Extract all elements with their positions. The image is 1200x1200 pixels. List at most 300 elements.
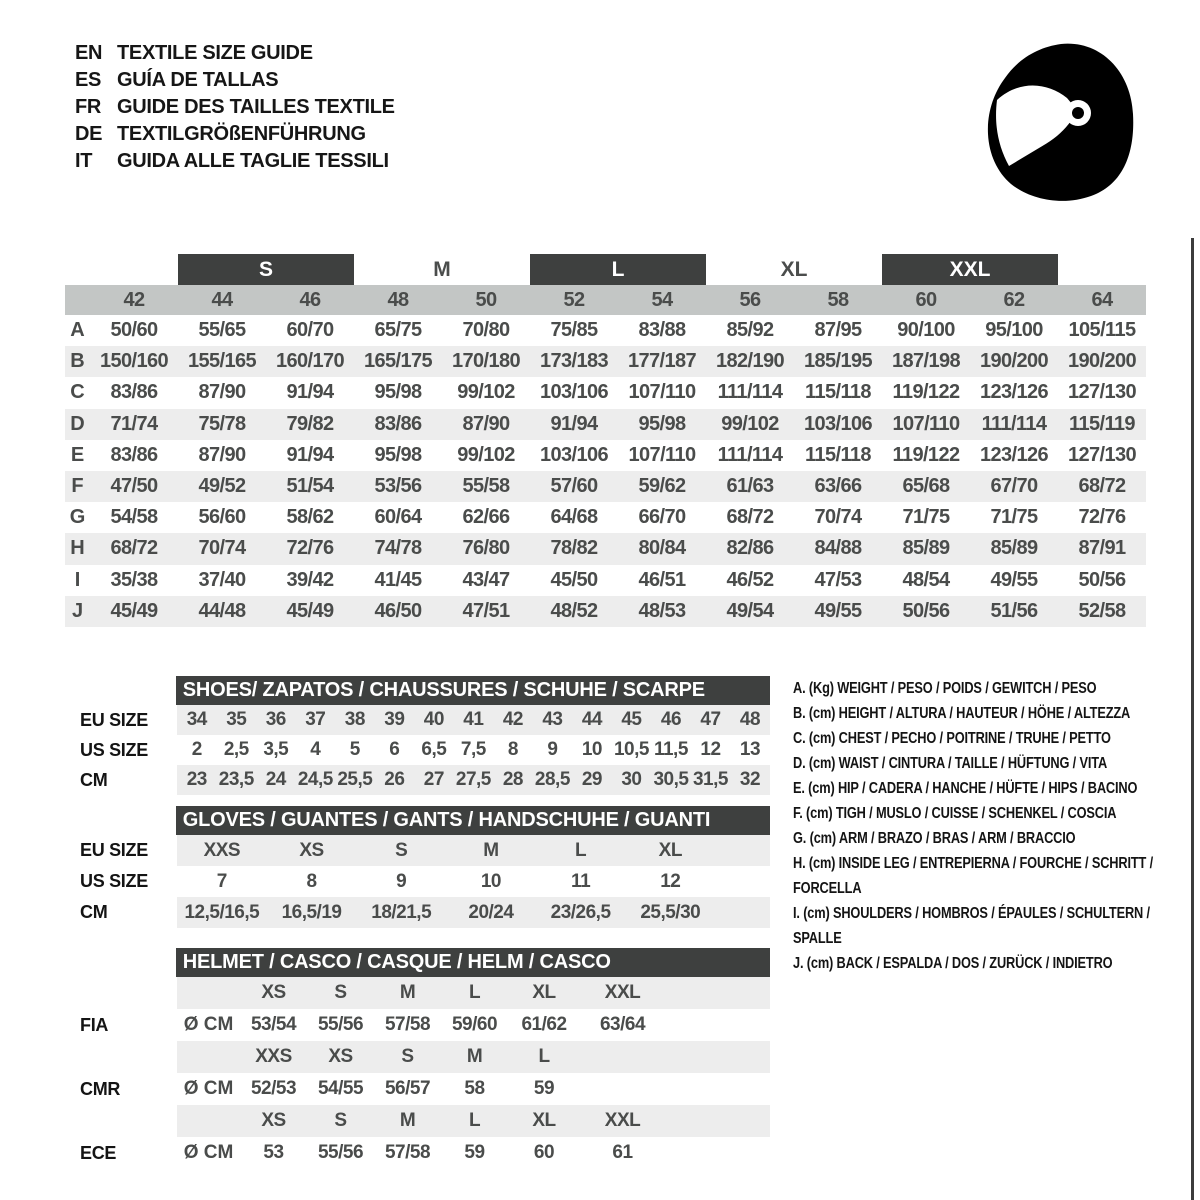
row-label: CM [80,769,108,790]
row-cells [90,502,1146,533]
glove-size-cell: S [395,839,408,861]
measurement-cell: 95/98 [374,443,422,466]
measurement-cell: 48/54 [902,568,950,591]
glove-size-cell: 7 [216,870,227,892]
gloves-size-table [65,806,770,928]
measurement-cell: 71/74 [110,412,158,435]
measurement-cell: 45/50 [550,568,598,591]
shoes-size-table [65,676,770,795]
glove-size-cell: 10 [480,870,501,892]
measurement-cell: 83/86 [374,412,422,435]
glove-size-cell: 12 [660,870,681,892]
measurement-cell: 190/200 [1067,350,1137,373]
glove-size-cell: L [575,839,587,861]
helmet-size-value: 55/56 [317,1014,364,1035]
measurement-cell: 41/45 [374,568,422,591]
shoe-size-cell: 3,5 [263,739,289,760]
guide-title: GUIDA ALLE TAGLIE TESSILI [117,150,389,172]
row-cells [90,565,1146,596]
shoe-size-cell: 42 [502,709,523,730]
shoe-size-cell: 44 [581,709,602,730]
helmet-size-label: M [466,1046,483,1067]
helmet-size-table [65,948,770,1169]
helmet-size-value: 56/57 [384,1078,431,1099]
measurement-cell: 71/75 [990,506,1038,529]
table-row [65,377,1146,408]
measurement-cell: 123/126 [979,443,1049,466]
measurement-cell: 75/85 [550,319,598,342]
row-label: EU SIZE [80,709,148,730]
row-cells [90,409,1146,440]
textile-size-table [65,254,1146,627]
glove-size-cell: M [483,839,499,861]
table-row [65,315,1146,346]
helmet-sizes-row [65,1041,770,1073]
gloves-row [65,866,770,897]
measurement-cell: 87/90 [198,443,246,466]
measurement-cell: 72/76 [286,537,334,560]
shoe-size-cell: 47 [700,709,721,730]
language-title-row [75,148,395,175]
shoe-size-cell: 39 [384,709,405,730]
measurement-cell: 160/170 [275,350,345,373]
helmet-size-label: XXL [604,982,641,1003]
helmet-size-label: M [399,982,416,1003]
measurement-cell: 68/72 [726,506,774,529]
measurement-cell: 45/49 [286,599,334,622]
measurement-cell: 64/68 [550,506,598,529]
helmet-size-value: 61 [612,1142,633,1163]
glove-size-cell: 20/24 [468,901,514,923]
measurement-cell: 50/56 [902,599,950,622]
shoe-size-cell: 38 [344,709,365,730]
helmet-values-row [65,1137,770,1169]
measurement-cell: 87/95 [814,319,862,342]
language-title-row [75,67,395,94]
size-band-row [90,254,1146,285]
measurement-cell: 48/52 [550,599,598,622]
row-cells [90,315,1146,346]
helmet-size-value [580,1073,665,1105]
helmet-size-value: 53 [263,1142,284,1163]
shoe-size-cell: 7,5 [460,739,486,760]
measurement-cell: 91/94 [286,443,334,466]
shoes-values [177,765,770,795]
measurement-cell: 35/38 [110,568,158,591]
helmet-values-row [65,1009,770,1041]
measurement-cell: 53/56 [374,475,422,498]
language-title-row [75,94,395,121]
row-label: US SIZE [80,871,148,891]
row-cells [90,377,1146,408]
measurement-cell: 111/114 [981,412,1047,435]
standard-label: FIA [80,1014,109,1035]
helmet-size-value: 54/55 [317,1078,364,1099]
legend-line: H. (cm) INSIDE LEG / ENTREPIERNA / FOURCHE / SCHRITT / FORCELLA [793,855,1153,897]
row-cells [90,596,1146,627]
shoes-values [177,705,770,735]
measurement-cell: 47/51 [462,599,510,622]
helmet-size-value: 57/58 [384,1142,431,1163]
glove-size-cell: 16,5/19 [281,901,342,923]
numeric-size-cell: 52 [563,288,585,311]
shoe-size-cell: 6 [389,739,400,760]
measurement-cell: 68/72 [110,537,158,560]
measurement-cell: 95/98 [638,412,686,435]
measurement-cell: 111/114 [717,443,783,466]
shoe-size-cell: 43 [542,709,563,730]
measurement-cell: 115/119 [1069,412,1135,435]
shoes-rows [65,705,770,795]
shoes-row [65,735,770,765]
measurement-cell: 107/110 [628,443,696,466]
helmet-size-label: L [538,1046,550,1067]
language-code: DE [75,123,103,145]
table-row [65,471,1146,502]
glove-size-cell: 12,5/16,5 [184,901,260,923]
helmet-size-value: 55/56 [317,1142,364,1163]
helmet-values-row [65,1073,770,1105]
numeric-size-cell: 50 [475,288,497,311]
measurement-cell: 46/52 [726,568,774,591]
measurement-cell: 103/106 [539,443,609,466]
legend-line: I. (cm) SHOULDERS / HOMBROS / ÉPAULES / SCHULTERN / SPALLE [793,905,1150,947]
gloves-rows [65,835,770,928]
size-band-label: XXL [882,254,1058,285]
helmet-header-row [65,948,770,977]
glove-size-cell: XL [658,839,682,861]
shoe-size-cell: 11,5 [653,739,688,760]
shoe-size-cell: 24,5 [297,769,333,790]
measurement-cell: 49/55 [990,568,1038,591]
shoe-size-cell: 24 [265,769,286,790]
helmet-blocks [65,977,770,1169]
measurement-cell: 48/53 [638,599,686,622]
table-row [65,596,1146,627]
diameter-unit: Ø CM [183,1142,234,1163]
helmet-sizes-row [65,977,770,1009]
measurement-cell: 85/89 [902,537,950,560]
measurement-cell: 187/198 [891,350,961,373]
measurement-cell: 59/62 [638,475,686,498]
measurement-cell: 80/84 [638,537,686,560]
numeric-size-cell: 42 [123,288,145,311]
standard-label: CMR [80,1078,121,1099]
helmet-size-label: XL [532,1110,556,1131]
shoe-size-cell: 5 [349,739,360,760]
size-band-label: XL [780,257,808,281]
measurement-cell: 83/86 [110,443,158,466]
helmet-size-label: XL [532,982,556,1003]
measurement-cell: 83/88 [638,319,686,342]
diameter-unit: Ø CM [183,1078,234,1099]
measurement-cell: 55/58 [462,475,510,498]
measurement-cell: 85/92 [726,319,774,342]
language-code: EN [75,42,103,64]
numeric-size-cell: 60 [915,288,937,311]
measurement-cell: 49/54 [726,599,774,622]
shoe-size-cell: 30 [621,769,642,790]
guide-title: TEXTILE SIZE GUIDE [117,42,313,64]
numeric-size-header [65,285,1146,315]
gloves-values [177,897,770,928]
measurement-cell: 103/106 [803,412,873,435]
measurement-cell: 95/100 [985,319,1043,342]
measurement-cell: 66/70 [638,506,686,529]
numeric-size-cell: 44 [211,288,233,311]
measurement-cell: 76/80 [462,537,510,560]
helmet-size-label: XS [261,1110,286,1131]
helmet-size-label: XXS [255,1046,292,1067]
glove-size-cell: 18/21,5 [371,901,432,923]
measurement-cell: 115/118 [805,381,871,404]
helmet-size-values [240,1073,665,1105]
measurement-cell: 150/160 [99,350,169,373]
helmet-size-label: XS [328,1046,353,1067]
row-letter: G [69,506,86,529]
size-band-label: L [530,254,706,285]
shoe-size-cell: 29 [581,769,602,790]
measurement-cell: 103/106 [539,381,609,404]
shoe-size-cell: 34 [186,709,207,730]
helmet-standard-block [65,1105,770,1169]
row-letter: C [70,381,85,404]
helmet-size-value: 63/64 [599,1014,646,1035]
helmet-size-value: 60 [533,1142,555,1163]
measurement-cell: 52/58 [1078,599,1126,622]
measurement-cell: 50/60 [110,319,158,342]
racing-helmet-icon [983,38,1135,206]
glove-size-cell: XS [299,839,324,861]
measurement-cell: 56/60 [198,506,246,529]
legend-line: B. (cm) HEIGHT / ALTURA / HAUTEUR / HÖHE / ALTEZZA [793,705,1131,722]
measurement-cell: 155/165 [187,350,257,373]
row-letter: E [70,443,85,466]
measurement-cell: 37/40 [198,568,246,591]
row-letter: A [70,319,85,342]
shoe-size-cell: 4 [310,739,321,760]
measurement-cell: 47/50 [110,475,158,498]
measurement-cell: 74/78 [374,537,422,560]
shoe-size-cell: 25,5 [337,769,373,790]
measurement-cell: 51/56 [990,599,1038,622]
legend-line: F. (cm) TIGH / MUSLO / CUISSE / SCHENKEL / COSCIA [793,805,1117,822]
helmet-size-value: 57/58 [384,1014,431,1035]
glove-size-cell: 23/26,5 [550,901,611,923]
measurement-cell: 49/55 [814,599,862,622]
guide-title: GUÍA DE TALLAS [117,69,279,91]
shoe-size-cell: 12 [700,739,721,760]
helmet-size-label: S [334,982,347,1003]
measurement-cell: 95/98 [374,381,422,404]
numeric-size-cell: 64 [1091,288,1113,311]
measurement-cell: 87/90 [462,412,510,435]
row-label: EU SIZE [80,840,148,860]
helmet-size-label: L [468,982,481,1003]
helmet-size-labels [240,977,665,1009]
numeric-size-cell: 48 [387,288,409,311]
language-code: FR [75,96,102,118]
measurement-cell: 55/65 [198,319,246,342]
measurement-cell: 65/75 [374,319,422,342]
shoe-size-cell: 28,5 [534,769,570,790]
row-label: US SIZE [80,739,148,760]
shoe-size-cell: 8 [507,739,518,760]
helmet-size-value: 59 [464,1142,485,1163]
shoe-size-cell: 32 [739,769,761,790]
shoe-size-cell: 23,5 [218,769,254,790]
row-cells [90,346,1146,377]
glove-size-cell: 25,5/30 [640,901,701,923]
glove-size-cell: 9 [396,870,407,892]
measurement-cell: 49/52 [198,475,246,498]
measurement-legend [793,676,1193,976]
measurement-cell: 90/100 [897,319,955,342]
helmet-size-labels [240,1105,665,1137]
helmet-size-value: 53/54 [250,1014,297,1035]
measurement-cell: 65/68 [902,475,950,498]
shoe-size-cell: 10 [581,739,602,760]
diameter-unit: Ø CM [183,1014,234,1035]
glove-size-cell: 11 [571,870,591,892]
shoe-size-cell: 36 [265,709,286,730]
row-label: CM [80,902,108,922]
shoe-size-cell: 28 [502,769,523,790]
measurement-cell: 60/70 [286,319,334,342]
measurement-cell: 44/48 [198,599,246,622]
table-row [65,533,1146,564]
standard-label: ECE [80,1142,117,1163]
shoe-size-cell: 48 [739,709,761,730]
legend-line: A. (Kg) WEIGHT / PESO / POIDS / GEWITCH / PESO [793,680,1097,697]
helmet-size-label: L [468,1110,481,1131]
measurement-cell: 54/58 [110,506,158,529]
row-letter: H [70,537,85,560]
measurement-cell: 170/180 [451,350,521,373]
measurement-cell: 119/122 [892,381,960,404]
helmet-size-value: 59/60 [451,1014,498,1035]
shoe-size-cell: 26 [384,769,405,790]
measurement-cell: 123/126 [979,381,1049,404]
shoe-size-cell: 6,5 [421,739,447,760]
measurement-cell: 83/86 [110,381,158,404]
measurement-cell: 60/64 [374,506,422,529]
shoe-size-cell: 27 [423,769,444,790]
measurement-cell: 190/200 [979,350,1049,373]
shoe-size-cell: 41 [463,709,484,730]
measurement-cell: 177/187 [627,350,697,373]
row-letter: J [71,599,84,622]
row-letter: F [71,475,84,498]
shoe-size-cell: 2,5 [223,739,249,760]
measurement-cell: 111/114 [717,381,783,404]
helmet-size-label: M [399,1110,416,1131]
measurement-cell: 75/78 [198,412,246,435]
measurement-cell: 57/60 [550,475,598,498]
measurement-cell: 182/190 [715,350,785,373]
language-title-list [75,40,395,175]
measurement-cell: 165/175 [363,350,433,373]
measurement-cell: 62/66 [462,506,510,529]
shoe-size-cell: 27,5 [455,769,491,790]
table-row [65,565,1146,596]
shoe-size-cell: 10,5 [613,739,649,760]
shoe-size-cell: 2 [191,739,202,760]
table-row [65,346,1146,377]
measurement-cell: 107/110 [892,412,960,435]
numeric-size-cell: 56 [739,288,761,311]
shoes-row [65,765,770,795]
measurement-cell: 61/63 [726,475,774,498]
measurement-cell: 127/130 [1067,381,1137,404]
measurement-cell: 85/89 [990,537,1038,560]
numeric-size-cell: 46 [299,288,321,311]
measurement-cell: 51/54 [286,475,334,498]
measurement-cell: 84/88 [814,537,862,560]
measurement-cell: 79/82 [286,412,334,435]
row-cells [90,533,1146,564]
numeric-size-cell: 54 [651,288,673,311]
language-title-row [75,121,395,148]
header-spacer [65,285,90,315]
glove-size-cell: 8 [306,870,317,892]
measurement-cell: 58/62 [286,506,334,529]
row-letter: D [70,412,85,435]
measurement-cell: 99/102 [457,381,515,404]
measurement-cell: 45/49 [110,599,158,622]
measurement-cell: 46/50 [374,599,422,622]
row-letter: B [70,350,85,373]
measurement-rows [65,315,1146,627]
gloves-section-title: GLOVES / GUANTES / GANTS / HANDSCHUHE / GUANTI [176,806,770,835]
measurement-cell: 87/90 [198,381,246,404]
shoes-row [65,705,770,735]
numeric-size-cell: 58 [827,288,849,311]
helmet-size-label: XS [261,982,286,1003]
shoe-size-cell: 46 [660,709,682,730]
numeric-size-cells [90,285,1146,315]
legend-line: J. (cm) BACK / ESPALDA / DOS / ZURÜCK / INDIETRO [793,955,1113,972]
measurement-cell: 72/76 [1078,506,1126,529]
measurement-cell: 43/47 [462,568,510,591]
gloves-values [177,866,770,897]
table-row [65,440,1146,471]
measurement-cell: 70/74 [198,537,246,560]
gloves-row [65,835,770,866]
measurement-cell: 115/118 [805,443,871,466]
shoe-size-cell: 40 [423,709,444,730]
measurement-cell: 99/102 [457,443,515,466]
measurement-cell: 82/86 [726,537,774,560]
legend-line: C. (cm) CHEST / PECHO / POITRINE / TRUHE / PETTO [793,730,1111,747]
helmet-sizes-row [65,1105,770,1137]
measurement-cell: 68/72 [1078,475,1126,498]
helmet-size-label: S [334,1110,347,1131]
shoe-size-cell: 45 [621,709,642,730]
measurement-cell: 39/42 [286,568,334,591]
language-code: IT [75,150,93,172]
shoe-size-cell: 37 [305,709,326,730]
measurement-cell: 70/74 [814,506,862,529]
helmet-size-label: XXL [604,1110,641,1131]
language-title-row [75,40,395,67]
measurement-cell: 50/56 [1078,568,1126,591]
legend-line: E. (cm) HIP / CADERA / HANCHE / HÜFTE / HIPS / BACINO [793,780,1138,797]
measurement-cell: 173/183 [539,350,609,373]
measurement-cell: 107/110 [628,381,696,404]
helmet-standard-block [65,977,770,1041]
measurement-cell: 63/66 [814,475,862,498]
